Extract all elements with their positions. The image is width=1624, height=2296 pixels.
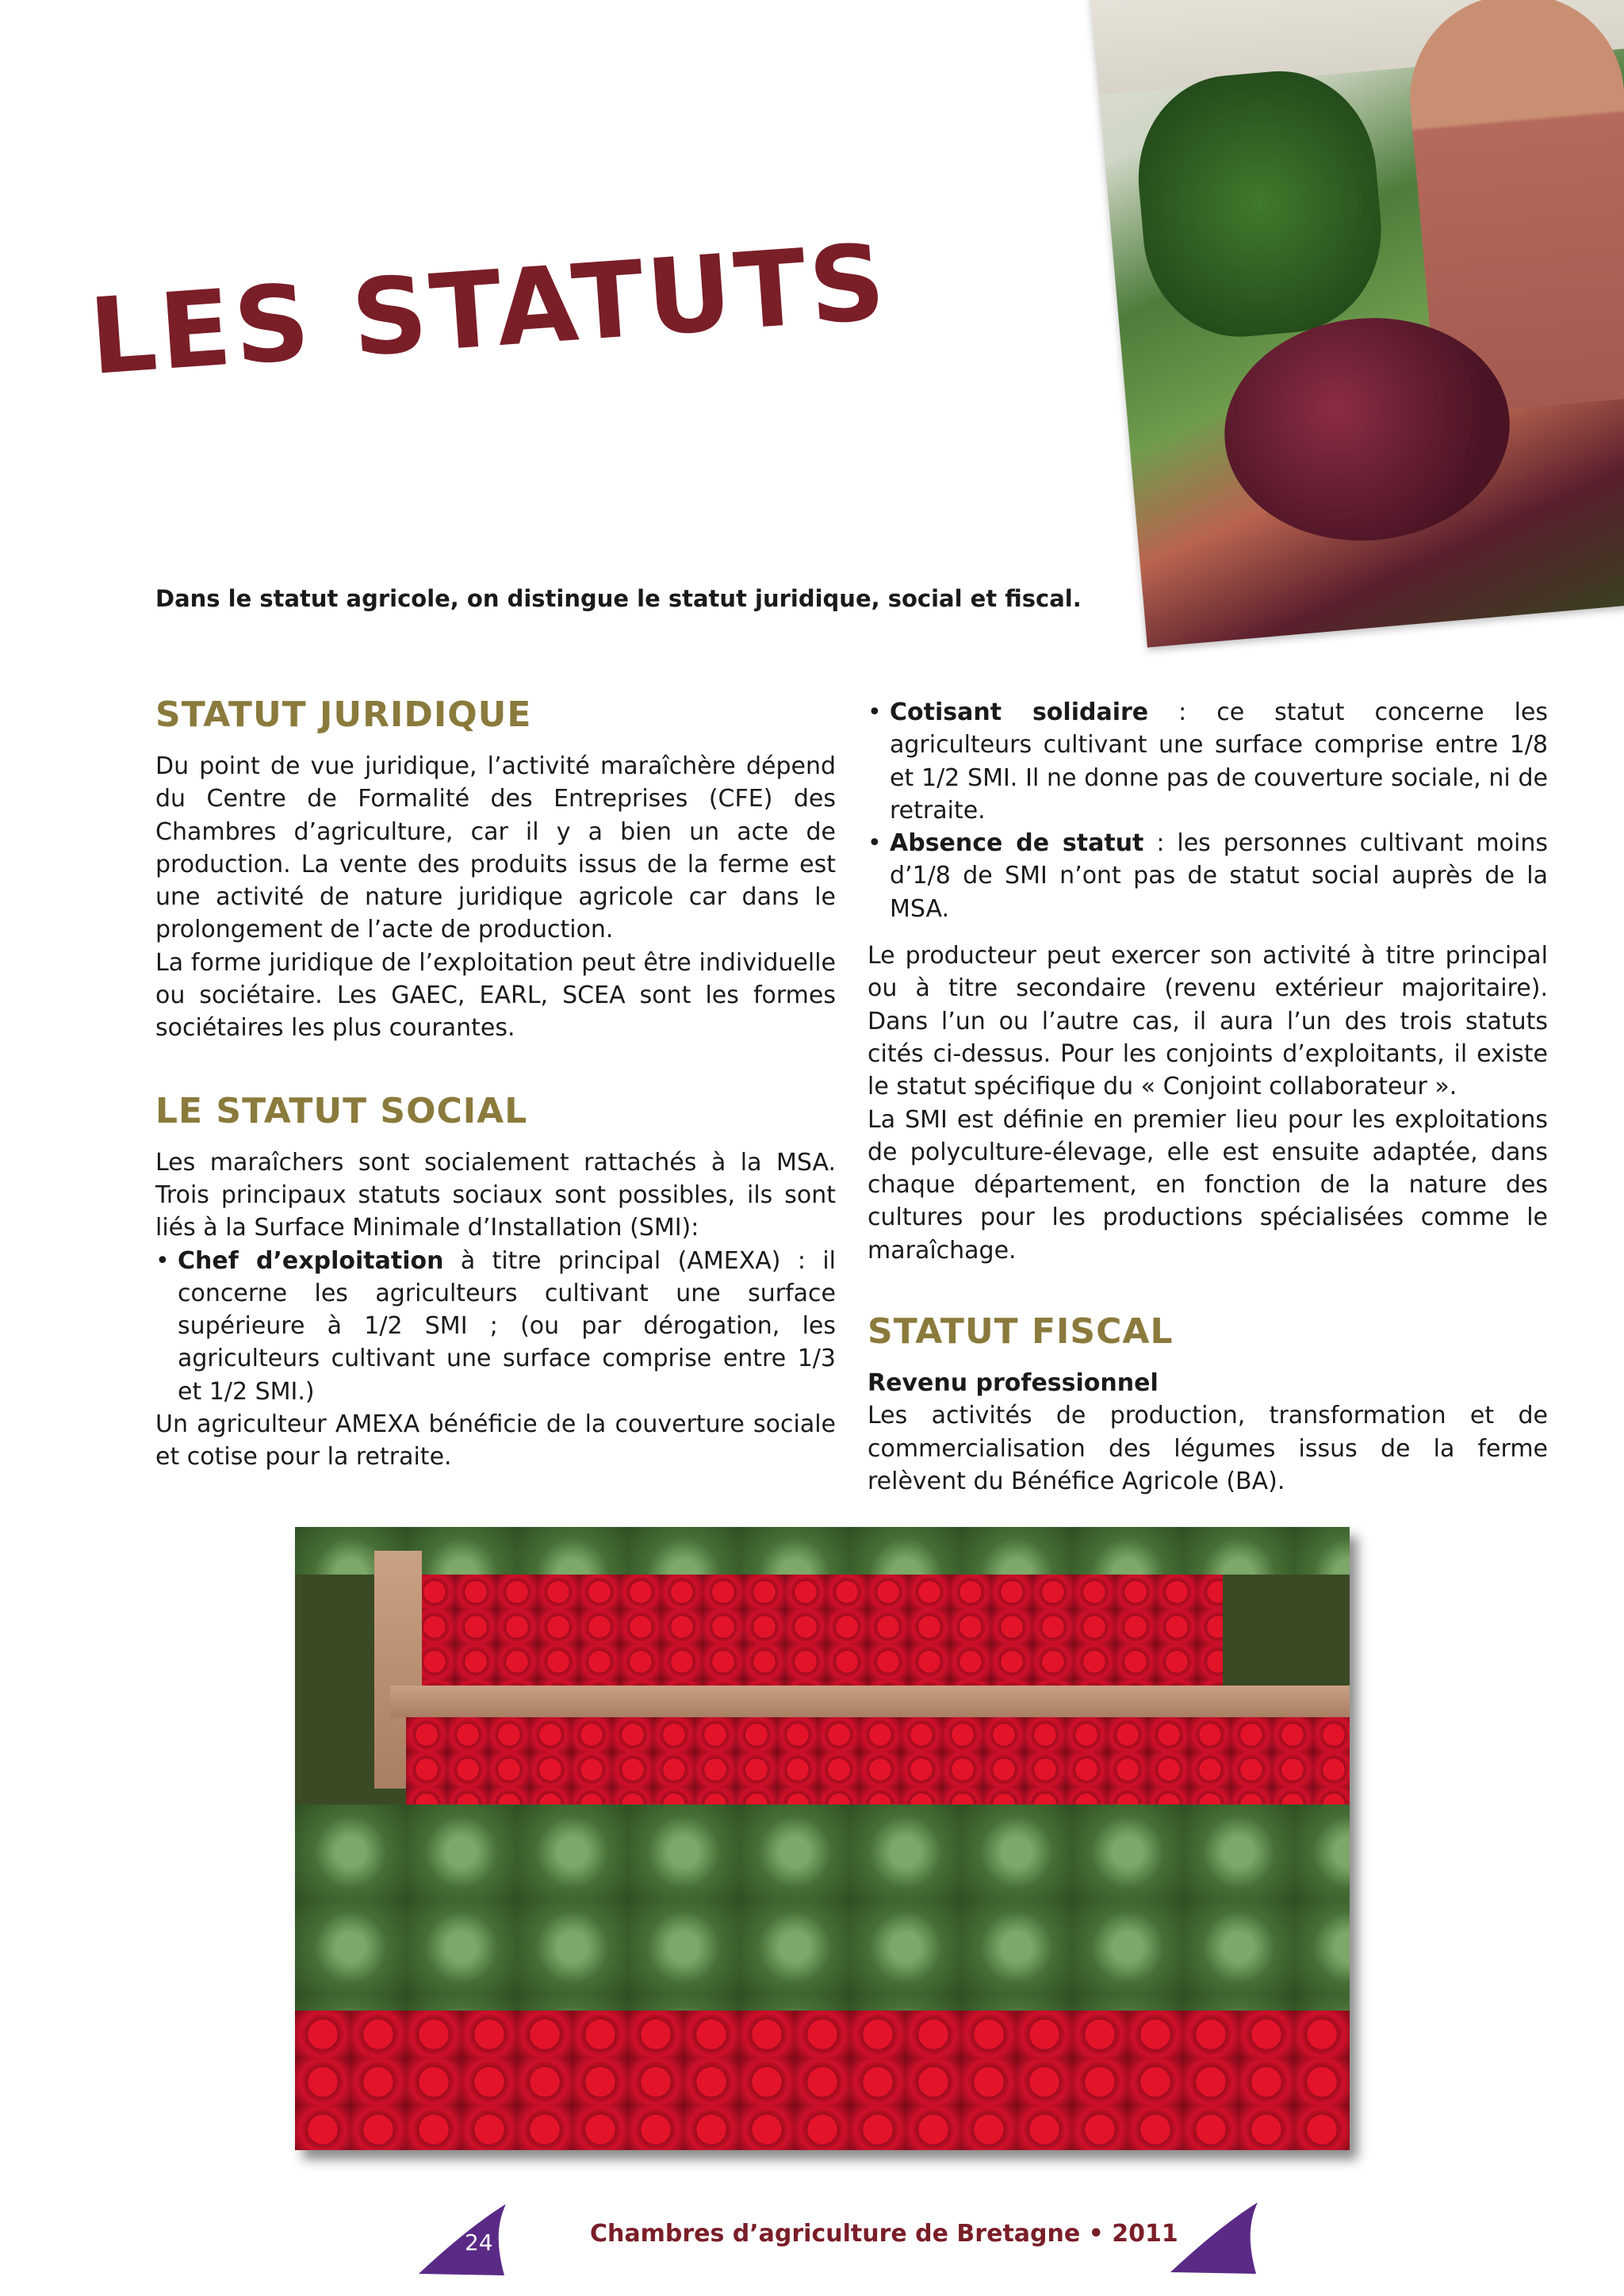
bullet-chef-exploitation: [155, 1245, 836, 1408]
juridique-paragraph-1: Du point de vue juridique, l’activité maraîchère dépend du Centre de Formalité des Entreprises (CFE) des Chambres d’agriculture, car il y a bien un acte de production. La vente des produits issus de la ferme est une activité de nature juridique agricole car dans le prolongement de l’acte de production.: [155, 752, 836, 944]
bullet-text: à titre principal (AMEXA) : il concerne les agriculteurs cultivant une surface supérieure à 1/2 SMI ; (ou par dérogation, les agriculteurs cultivant une surface comprise entre 1/3 et 1/2 SMI.): [178, 1246, 836, 1406]
fiscal-paragraph-1: Les activités de production, transformation et de commercialisation des légumes issus de la ferme relèvent du Bénéfice Agricole (BA).: [868, 1402, 1548, 1495]
bullet-label: Cotisant solidaire: [890, 698, 1149, 726]
social-paragraph-2: Un agriculteur AMEXA bénéficie de la couverture sociale et cotise pour la retraite.: [155, 1410, 836, 1471]
fiscal-subheading: Revenu professionnel: [868, 1369, 1159, 1398]
bullet-label: Absence de statut: [890, 829, 1144, 858]
footer-arrow-right-icon: [1170, 2202, 1259, 2275]
left-column: [155, 695, 836, 1474]
farmer-market-photo: [1088, 0, 1624, 648]
bullet-cotisant-solidaire: [868, 696, 1548, 827]
bullet-text: : ce statut concerne les agriculteurs cultivant une surface comprise entre 1/8 et 1/2 SMI. Il ne donne pas de couverture sociale, ni de retraite.: [890, 698, 1548, 825]
bullet-text: : les personnes cultivant moins d’1/8 de SMI n’ont pas de statut social auprès de la MSA.: [890, 829, 1548, 923]
right-column: [868, 696, 1548, 1498]
right-paragraph-2: La SMI est définie en premier lieu pour les exploitations de polyculture-élevage, elle est ensuite adaptée, dans chaque département, en fonction de la nature des cultures pour les productions spécialisées comme le maraîchage.: [868, 1105, 1548, 1265]
page-number: 24: [465, 2229, 493, 2256]
bullet-absence-statut: [868, 827, 1548, 925]
page-title: LES STATUTS: [86, 221, 892, 399]
social-paragraph-1: Les maraîchers sont socialement rattachés à la MSA. Trois principaux statuts sociaux sont possibles, ils sont liés à la Surface Minimale d’Installation (SMI):: [155, 1148, 836, 1242]
juridique-paragraph-2: La forme juridique de l’exploitation peut être individuelle ou sociétaire. Les GAEC, EARL, SCEA sont les formes sociétaires les plus courantes.: [155, 948, 836, 1043]
footer-publication: Chambres d’agriculture de Bretagne • 2011: [590, 2220, 1178, 2248]
section-heading-fiscal: STATUT FISCAL: [868, 1311, 1174, 1353]
right-paragraph-1: Le producteur peut exercer son activité à titre principal ou à titre secondaire (revenu extérieur majoritaire). Dans l’un ou l’autre cas, il aura l’un des trois statuts cités ci-dessus. Pour les conjoints d’exploitants, il existe le statut spécifique du « Conjoint collaborateur ».: [868, 942, 1548, 1101]
intro-text: Dans le statut agricole, on distingue le statut juridique, social et fiscal.: [155, 585, 1082, 612]
section-heading-juridique: STATUT JURIDIQUE: [155, 695, 532, 735]
bullet-label: Chef d’exploitation: [178, 1246, 444, 1275]
section-heading-social: LE STATUT SOCIAL: [155, 1090, 528, 1131]
footer-arrow-left-icon: [419, 2204, 508, 2277]
radish-crates-photo: [295, 1527, 1350, 2150]
